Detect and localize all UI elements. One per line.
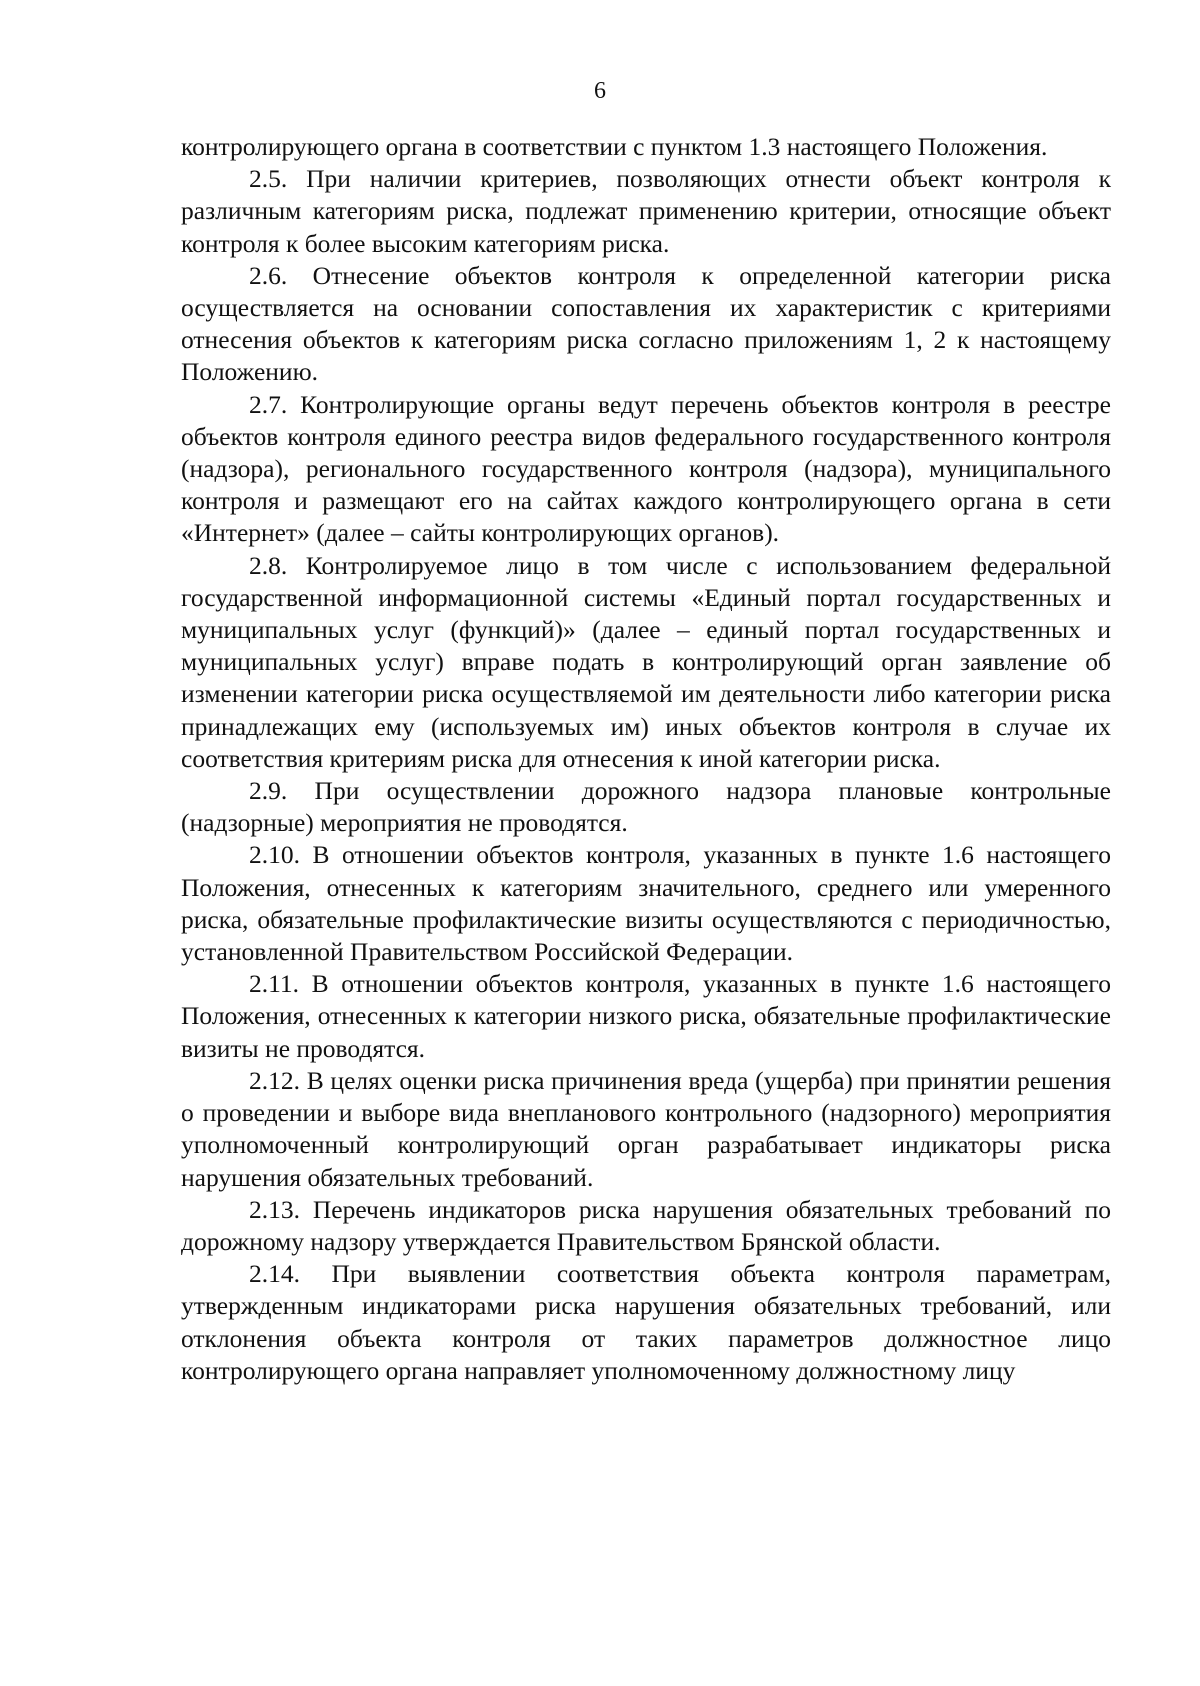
paragraph-2-7: 2.7. Контролирующие органы ведут перечень объектов контроля в реестре объектов контроля единого реестра видов федерального государственного контроля (надзора), регионального государственного контроля (надзора), муниципального контроля и размещают его на сайтах каждого контролирующего органа в сети «Интернет» (далее – сайты контролирующих органов). <box>181 389 1111 548</box>
paragraph-2-11: 2.11. В отношении объектов контроля, указанных в пункте 1.6 настоящего Положения, отнесенных к категории низкого риска, обязательные профилактические визиты не проводятся. <box>181 969 1111 1063</box>
paragraph-2-9: 2.9. При осуществлении дорожного надзора плановые контрольные (надзорные) мероприятия не проводятся. <box>181 776 1111 838</box>
page-number: 6 <box>594 78 606 104</box>
paragraph-2-14: 2.14. При выявлении соответствия объекта контроля параметрам, утвержденным индикаторами риска нарушения обязательных требований, или отклонения объекта контроля от таких параметров должностное лицо контролирующего органа направляет уполномоченному должностному лицу <box>181 1259 1111 1385</box>
paragraph-2-10: 2.10. В отношении объектов контроля, указанных в пункте 1.6 настоящего Положения, отнесенных к категориям значительного, среднего или умеренного риска, обязательные профилактические визиты осуществляются с периодичностью, установленной Правительством Российской Федерации. <box>181 840 1111 967</box>
paragraph-2-8: 2.8. Контролируемое лицо в том числе с использованием федеральной государственной информационной системы «Единый портал государственных и муниципальных услуг (функций)» (далее – единый портал государственных и муниципальных услуг) вправе подать в контролирующий орган заявление об изменении категории риска осуществляемой им деятельности либо категории риска принадлежащих ему (используемых им) иных объектов контроля в случае их соответствия критериям риска для отнесения к иной категории риска. <box>181 550 1111 773</box>
paragraph-continuation: контролирующего органа в соответствии с пунктом 1.3 настоящего Положения. <box>181 132 1048 161</box>
paragraph-2-5: 2.5. При наличии критериев, позволяющих отнести объект контроля к различным категориям риска, подлежат применению критерии, относящие объект контроля к более высоким категориям риска. <box>181 164 1111 258</box>
paragraph-2-6: 2.6. Отнесение объектов контроля к определенной категории риска осуществляется на основании сопоставления их характеристик с критериями отнесения объектов к категориям риска согласно приложениям 1, 2 к настоящему Положению. <box>181 260 1111 387</box>
paragraph-2-13: 2.13. Перечень индикаторов риска нарушения обязательных требований по дорожному надзору утверждается Правительством Брянской области. <box>181 1194 1111 1256</box>
paragraph-2-12: 2.12. В целях оценки риска причинения вреда (ущерба) при принятии решения о проведении и выборе вида внепланового контрольного (надзорного) мероприятия уполномоченный контролирующий орган разрабатывает индикаторы риска нарушения обязательных требований. <box>181 1065 1111 1192</box>
document-body <box>181 131 1111 1387</box>
